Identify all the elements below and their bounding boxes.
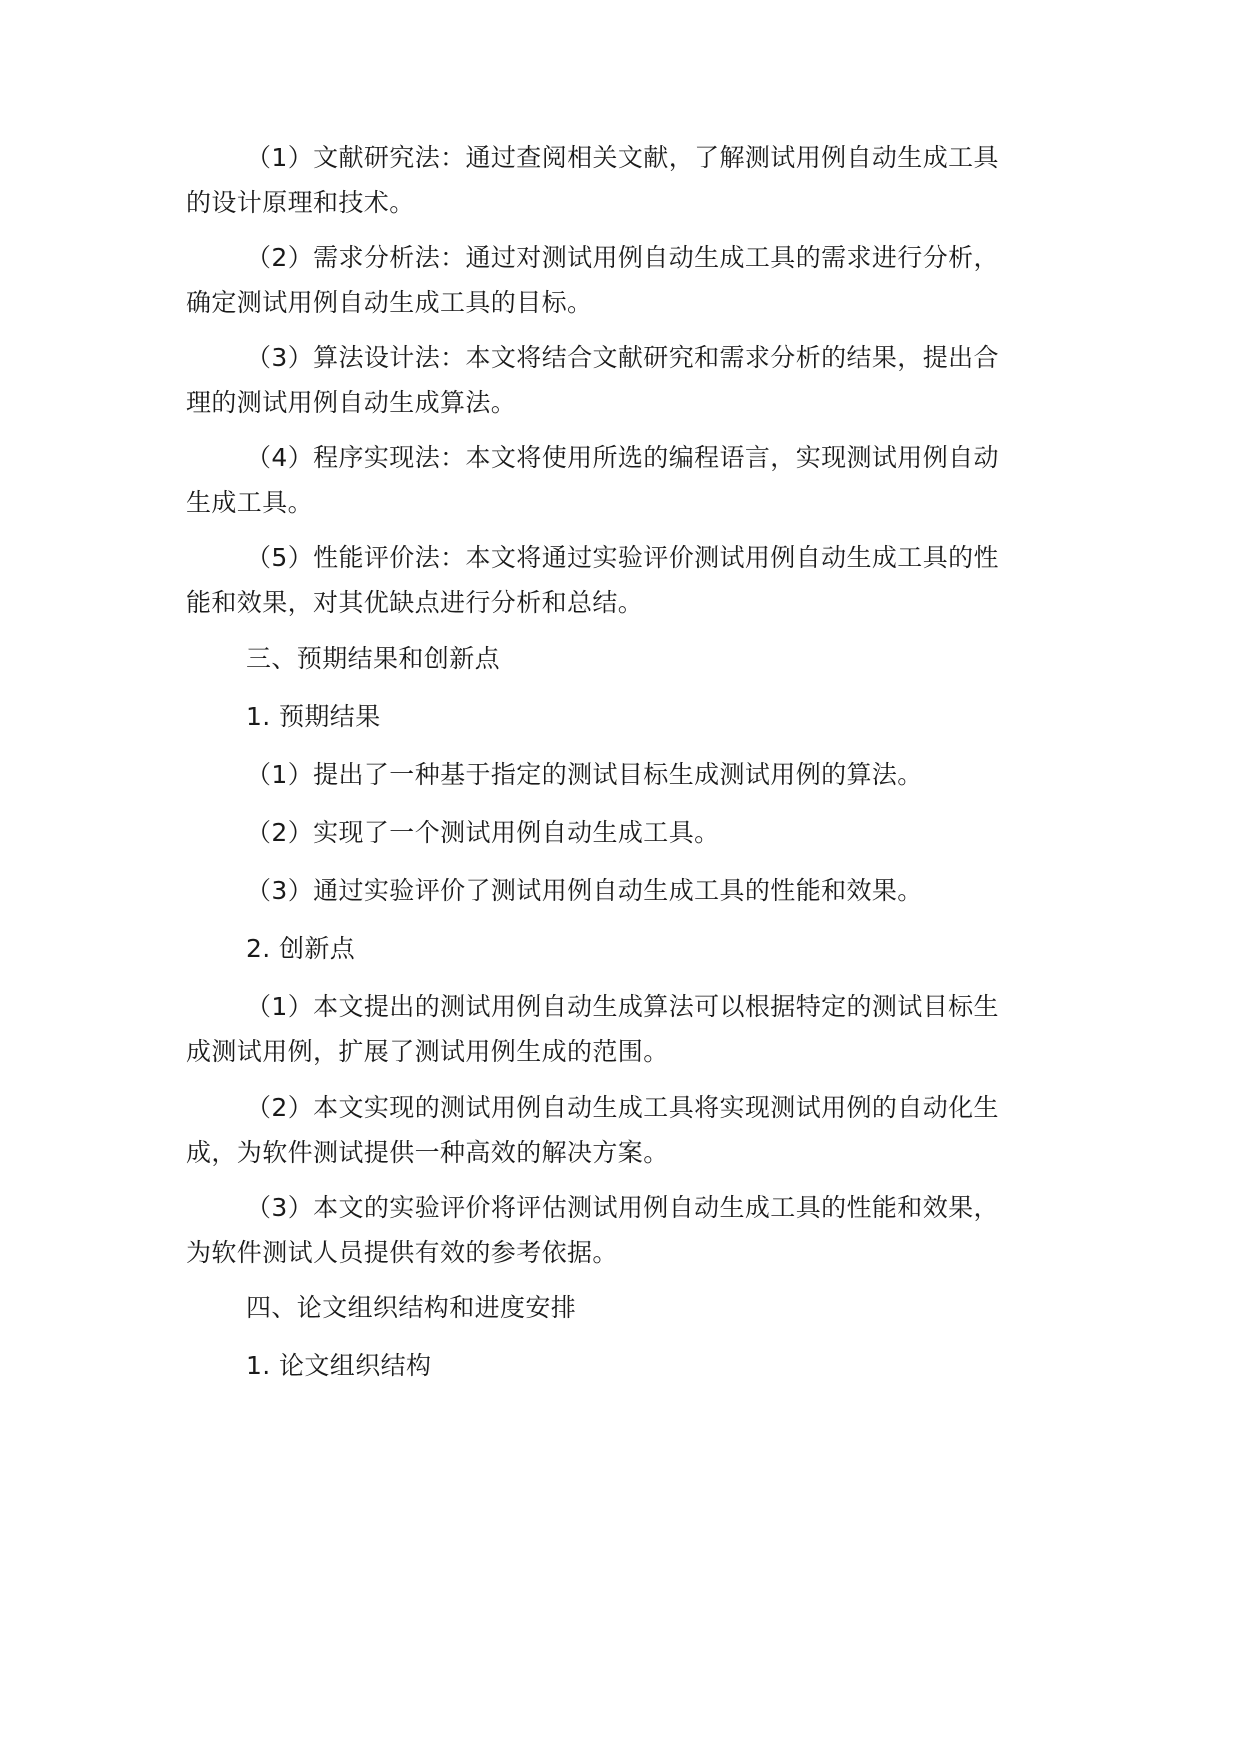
innovation-1-line-2: 成测试用例，扩展了测试用例生成的范围。 <box>186 1037 669 1066</box>
org-structure-heading: 1. 论文组织结构 <box>246 1351 432 1380</box>
method-3-line-1: （3）算法设计法：本文将结合文献研究和需求分析的结果，提出合 <box>246 343 999 372</box>
innovation-paragraph-3 <box>186 1185 1048 1275</box>
method-3-line-2: 理的测试用例自动生成算法。 <box>186 388 517 417</box>
method-5-line-2: 能和效果，对其优缺点进行分析和总结。 <box>186 588 644 617</box>
expected-result-item-2: （2）实现了一个测试用例自动生成工具。 <box>246 818 720 847</box>
section-3-heading: 三、预期结果和创新点 <box>246 644 501 673</box>
innovation-paragraph-2 <box>186 1085 1048 1175</box>
innovation-2-line-2: 成，为软件测试提供一种高效的解决方案。 <box>186 1138 669 1167</box>
method-1-line-1: （1）文献研究法：通过查阅相关文献，了解测试用例自动生成工具 <box>246 143 999 172</box>
method-paragraph-1 <box>186 135 1048 225</box>
section-4-heading: 四、论文组织结构和进度安排 <box>246 1293 577 1322</box>
method-5-line-1: （5）性能评价法：本文将通过实验评价测试用例自动生成工具的性 <box>246 543 999 572</box>
innovation-3-line-1: （3）本文的实验评价将评估测试用例自动生成工具的性能和效果， <box>246 1193 999 1222</box>
method-2-line-1: （2）需求分析法：通过对测试用例自动生成工具的需求进行分析， <box>246 243 999 272</box>
method-4-line-1: （4）程序实现法：本文将使用所选的编程语言，实现测试用例自动 <box>246 443 999 472</box>
method-paragraph-4 <box>186 435 1048 525</box>
innovation-1-line-1: （1）本文提出的测试用例自动生成算法可以根据特定的测试目标生 <box>246 992 999 1021</box>
innovation-paragraph-1 <box>186 984 1048 1074</box>
method-paragraph-3 <box>186 335 1048 425</box>
method-4-line-2: 生成工具。 <box>186 488 314 517</box>
innovation-heading: 2. 创新点 <box>246 934 356 963</box>
method-2-line-2: 确定测试用例自动生成工具的目标。 <box>186 288 593 317</box>
method-paragraph-5 <box>186 535 1048 625</box>
method-paragraph-2 <box>186 235 1048 325</box>
expected-results-heading: 1. 预期结果 <box>246 702 381 731</box>
innovation-2-line-1: （2）本文实现的测试用例自动生成工具将实现测试用例的自动化生 <box>246 1093 999 1122</box>
expected-result-item-3: （3）通过实验评价了测试用例自动生成工具的性能和效果。 <box>246 876 923 905</box>
method-1-line-2: 的设计原理和技术。 <box>186 188 415 217</box>
innovation-3-line-2: 为软件测试人员提供有效的参考依据。 <box>186 1238 618 1267</box>
expected-result-item-1: （1）提出了一种基于指定的测试目标生成测试用例的算法。 <box>246 760 923 789</box>
